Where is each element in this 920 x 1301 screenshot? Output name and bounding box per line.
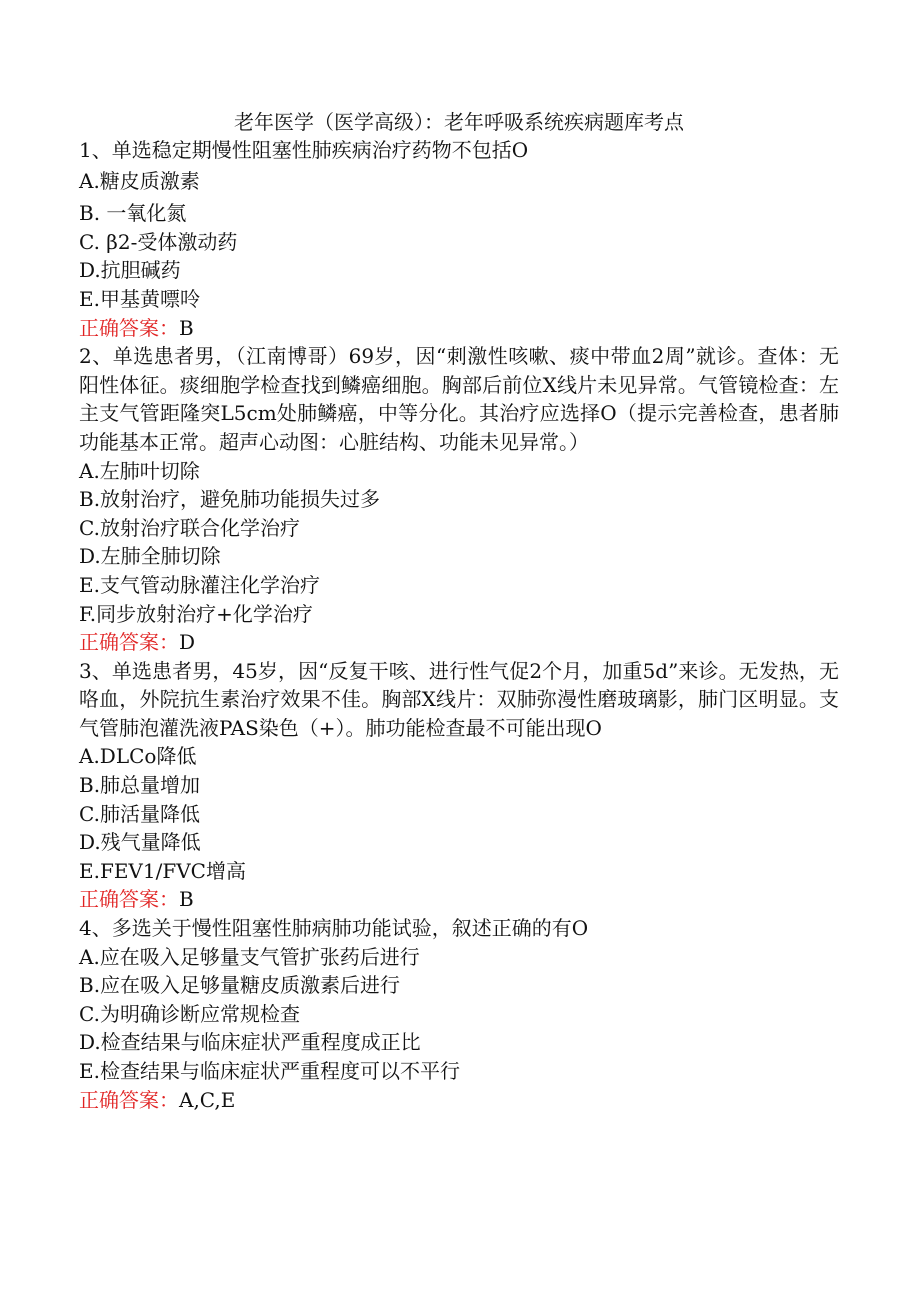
answer-line — [79, 1086, 839, 1115]
document-page — [79, 108, 839, 1114]
question-option: B.放射治疗，避免肺功能损失过多 — [79, 487, 381, 512]
question-stem: 4、多选关于慢性阻塞性肺病肺功能试验，叙述正确的有O — [79, 916, 589, 941]
question-option: C.肺活量降低 — [79, 801, 200, 826]
question-option: D.检查结果与临床症状严重程度成正比 — [79, 1030, 421, 1055]
question-option: E.甲基黄嘌呤 — [79, 286, 200, 311]
answer-label: 正确答案： — [79, 630, 179, 655]
question-option: E.FEV1/FVC增高 — [79, 858, 246, 883]
question-option: E.支气管动脉灌注化学治疗 — [79, 572, 320, 597]
question-option: C. β2-受体激动药 — [79, 229, 238, 254]
answer-line — [79, 885, 839, 914]
answer-value: B — [179, 887, 194, 912]
question-option: B. 一氧化氮 — [79, 201, 187, 226]
question-option: B.应在吸入足够量糖皮质激素后进行 — [79, 973, 401, 998]
question-option: C.放射治疗联合化学治疗 — [79, 515, 300, 540]
question-option: F.同步放射治疗+化学治疗 — [79, 601, 313, 626]
answer-label: 正确答案： — [79, 315, 179, 340]
question-stem: 1、单选稳定期慢性阻塞性肺疾病治疗药物不包括O — [79, 138, 529, 162]
question-3 — [79, 657, 839, 914]
question-option: D.抗胆碱药 — [79, 258, 181, 283]
question-stem: 3、单选患者男，45岁，因“反复干咳、进行性气促2个月，加重5d”来诊。无发热，无咯血，外院抗生素治疗效果不佳。胸部X线片：双肺弥漫性磨玻璃影，肺门区明显。支气管肺泡灌洗液PAS染色（+）。肺功能检查最不可能出现O — [79, 658, 839, 740]
answer-line — [79, 314, 839, 343]
answer-label: 正确答案： — [79, 1087, 179, 1112]
question-option: A.糖皮质激素 — [79, 168, 200, 193]
question-2 — [79, 342, 839, 657]
question-option: D.左肺全肺切除 — [79, 544, 221, 569]
document-title: 老年医学（医学高级）：老年呼吸系统疾病题库考点 — [234, 110, 684, 134]
question-option: A.左肺叶切除 — [79, 458, 200, 483]
question-option: A.应在吸入足够量支气管扩张药后进行 — [79, 944, 420, 969]
answer-value: D — [179, 630, 196, 655]
question-4 — [79, 914, 839, 1114]
answer-label: 正确答案： — [79, 887, 179, 912]
question-1 — [79, 136, 839, 342]
answer-value: B — [179, 315, 194, 340]
question-option: E.检查结果与临床症状严重程度可以不平行 — [79, 1059, 460, 1083]
answer-line — [79, 628, 839, 657]
answer-value: A,C,E — [179, 1087, 236, 1112]
question-option: C.为明确诊断应常规检查 — [79, 1001, 300, 1026]
question-option: A.DLCo降低 — [79, 744, 197, 769]
question-option: B.肺总量增加 — [79, 773, 201, 798]
question-option: D.残气量降低 — [79, 830, 201, 855]
question-stem: 2、单选患者男，（江南博哥）69岁，因“刺激性咳嗽、痰中带血2周”就诊。查体：无阳性体征。痰细胞学检查找到鳞癌细胞。胸部后前位X线片未见异常。气管镜检查：左主支气管距隆突L5cm处肺鳞癌，中等分化。其治疗应选择O（提示完善检查，患者肺功能基本正常。超声心动图：心脏结构、功能未见异常。） — [79, 344, 839, 454]
